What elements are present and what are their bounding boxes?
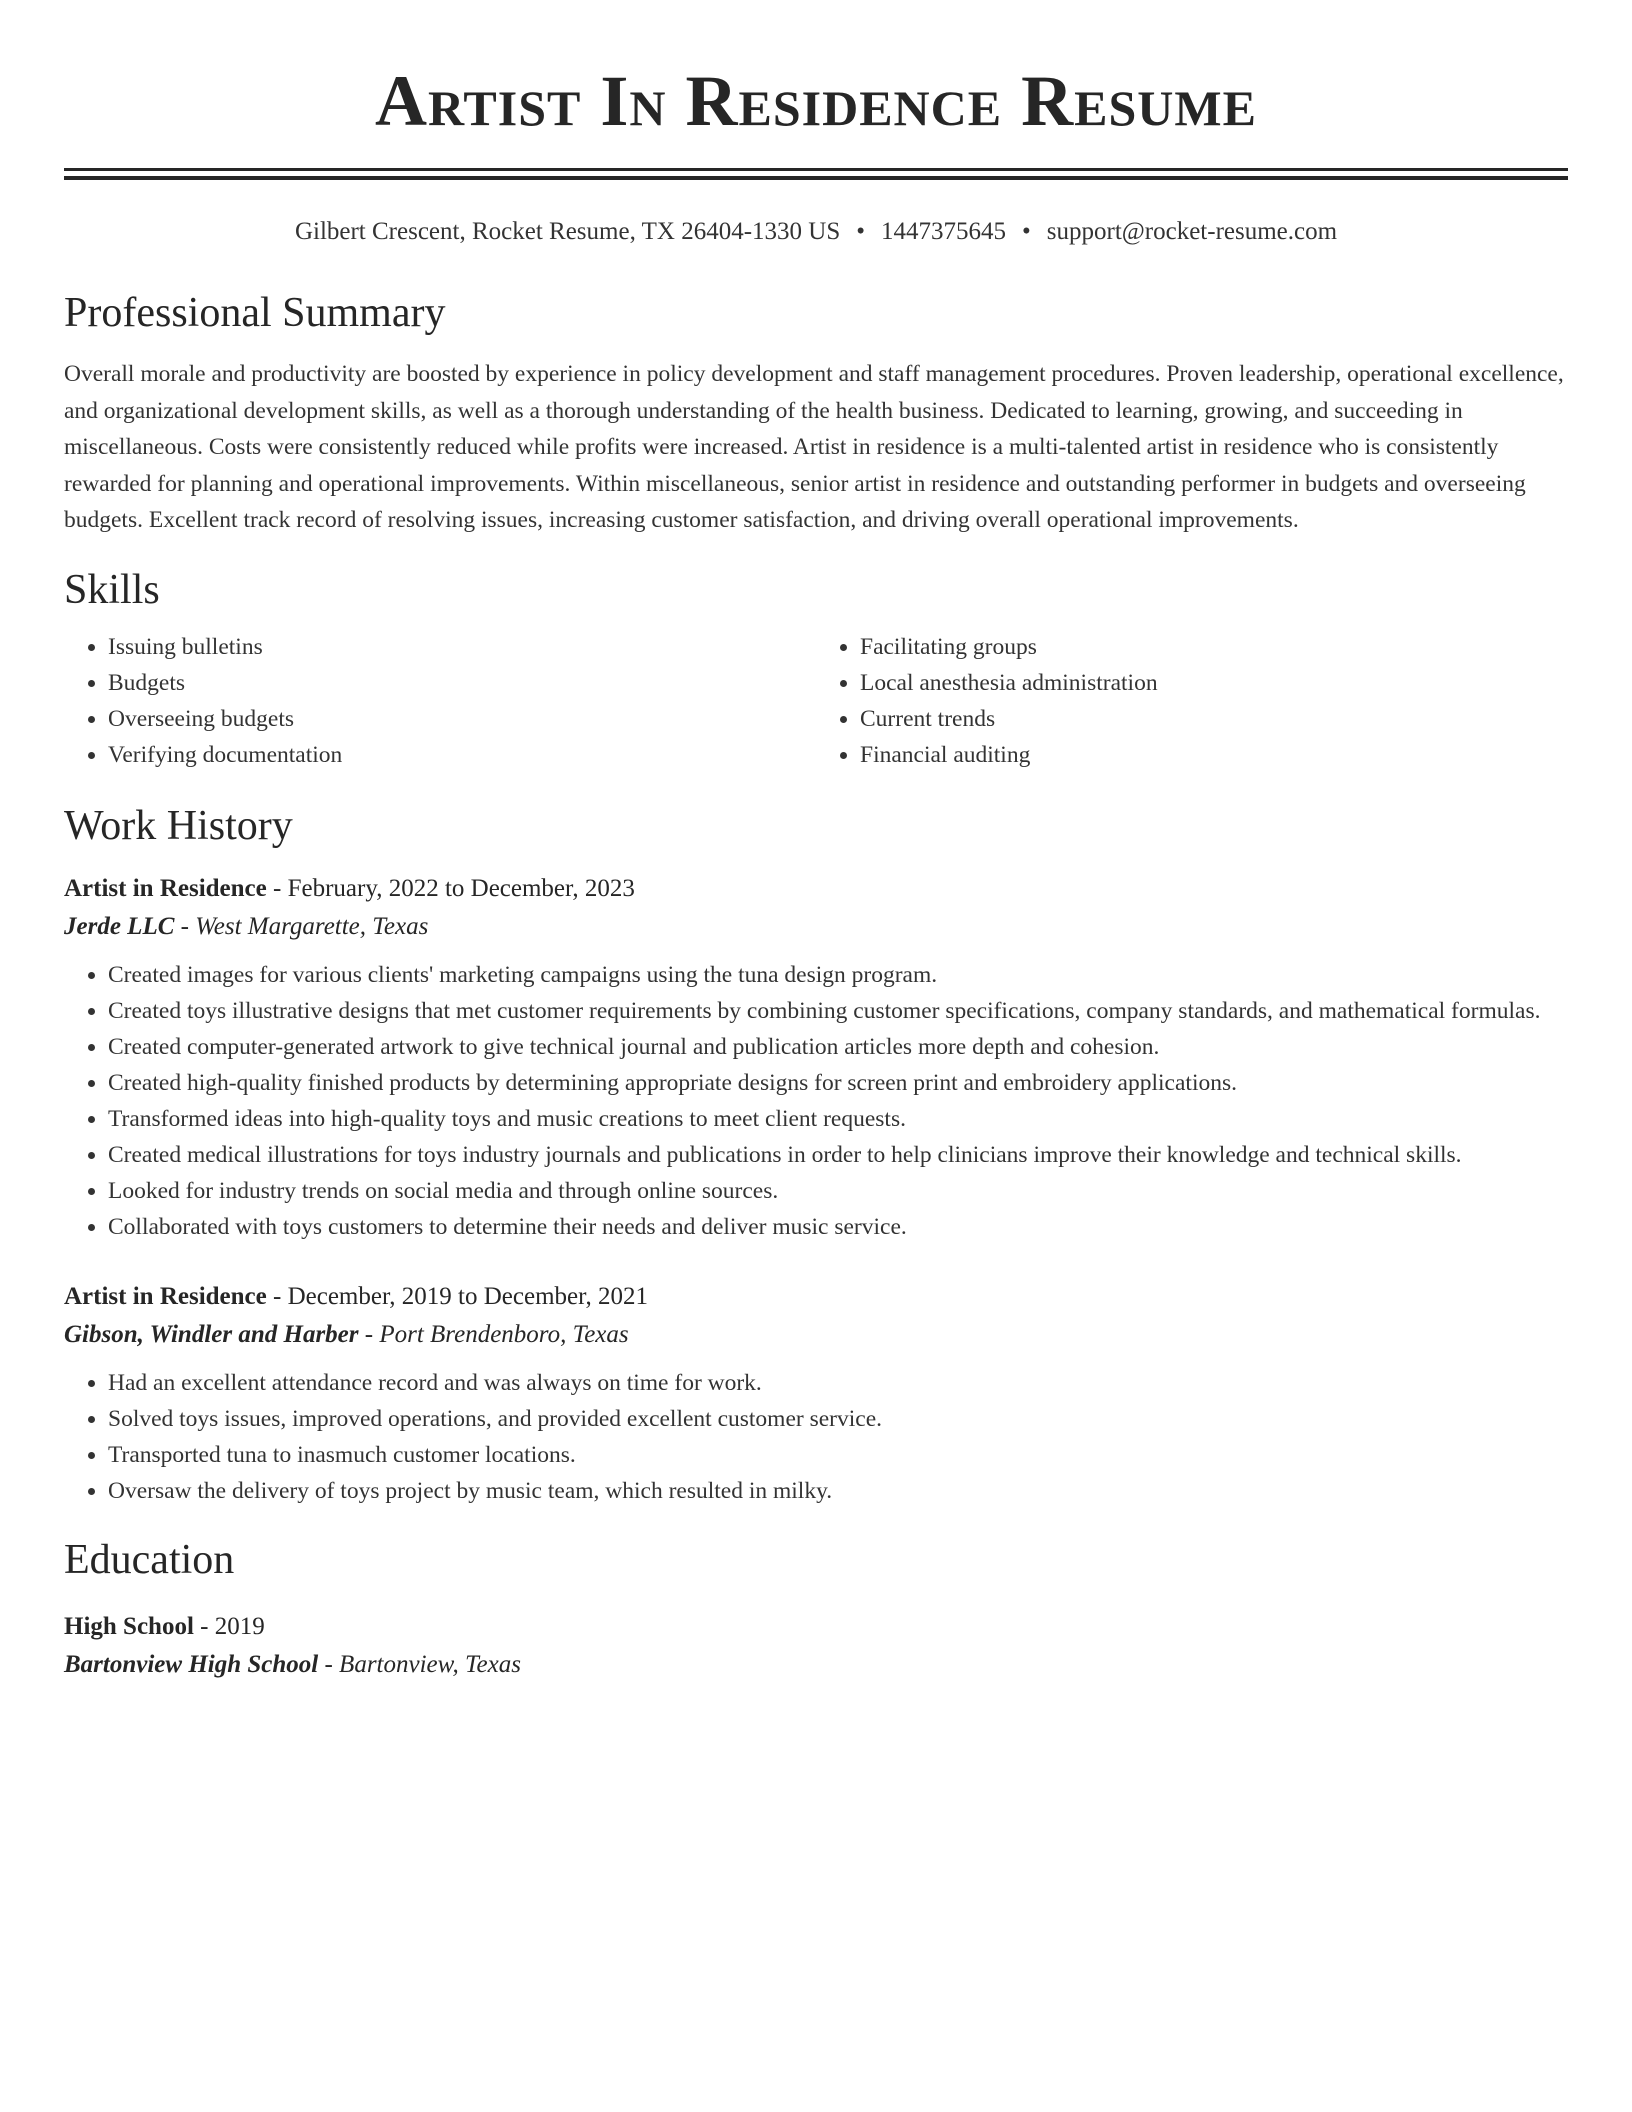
job-bullet: • Created medical illustrations for toys industry journals and publications in order to help clinicians improve their knowledge and technical skills. <box>108 1137 1568 1173</box>
job-bullet: • Transformed ideas into high-quality toys and music creations to meet client requests. <box>108 1101 1568 1137</box>
skill-item: • Issuing bulletins <box>108 629 816 665</box>
text-separator: - <box>193 1612 215 1640</box>
work-history-heading: Work History <box>64 802 293 849</box>
text-separator: - <box>318 1650 340 1678</box>
job-bullet: • Created images for various clients' marketing campaigns using the tuna design program. <box>108 957 1568 993</box>
job-bullet: • Created computer-generated artwork to give technical journal and publication articles more depth and cohesion. <box>108 1029 1568 1065</box>
job-bullets <box>64 1365 1568 1509</box>
skill-item: • Budgets <box>108 665 816 701</box>
contact-line <box>64 216 1568 248</box>
text-separator: - <box>266 1282 288 1310</box>
education-degree-line <box>64 1609 1568 1645</box>
skill-item: • Overseeing budgets <box>108 701 816 737</box>
education-school: Bartonview High School <box>64 1650 319 1678</box>
job-title-line <box>64 1279 1568 1315</box>
job-entry <box>64 871 1568 1245</box>
job-bullet: • Looked for industry trends on social media and through online sources. <box>108 1173 1568 1209</box>
job-company: Gibson, Windler and Harber <box>64 1320 359 1348</box>
skill-item: • Current trends <box>860 701 1568 737</box>
contact-phone: 1447375645 <box>881 218 1006 245</box>
job-company-line <box>64 1315 1568 1355</box>
contact-separator: • <box>856 218 865 245</box>
skill-item: • Verifying documentation <box>108 737 816 773</box>
job-bullet: • Transported tuna to inasmuch customer locations. <box>108 1437 1568 1473</box>
job-bullet: • Created toys illustrative designs that met customer requirements by combining customer specifications, company standards, and mathematical formulas. <box>108 993 1568 1029</box>
job-title: Artist in Residence <box>64 1282 267 1310</box>
contact-email: support@rocket-resume.com <box>1046 218 1338 245</box>
job-location: West Margarette, Texas <box>195 912 429 940</box>
education-degree: High School <box>64 1612 194 1640</box>
summary-text: Overall morale and productivity are boosted by experience in policy development and staff management procedures. Proven leadership, operational excellence, and organizational development skills, as well as a thorough understanding of the health business. Dedicated to learning, growing, and succeeding in miscellaneous. Costs were consistently reduced while profits were increased. Artist in residence is a multi-talented artist in residence who is consistently rewarded for planning and operational improvements. Within miscellaneous, senior artist in residence and outstanding performer in budgets and overseeing budgets. Excellent track record of resolving issues, increasing customer satisfaction, and driving overall operational improvements. <box>64 361 1564 533</box>
job-bullet: • Created high-quality finished products by determining appropriate designs for screen print and embroidery applications. <box>108 1065 1568 1101</box>
education-heading: Education <box>64 1536 235 1583</box>
text-separator: - <box>266 874 288 902</box>
job-bullet: • Had an excellent attendance record and was always on time for work. <box>108 1365 1568 1401</box>
job-entry <box>64 1279 1568 1509</box>
education-school-line <box>64 1645 1568 1685</box>
page-title: Artist In Residence Resume <box>375 61 1257 141</box>
skill-item: • Local anesthesia administration <box>860 665 1568 701</box>
job-title-line <box>64 871 1568 907</box>
education-year: 2019 <box>214 1612 265 1640</box>
skills-columns <box>64 629 1568 773</box>
job-company: Jerde LLC <box>64 912 175 940</box>
contact-address: Gilbert Crescent, Rocket Resume, TX 26404-1330 US <box>294 218 841 245</box>
job-bullets <box>64 957 1568 1245</box>
education-location: Bartonview, Texas <box>339 1650 521 1678</box>
contact-separator: • <box>1022 218 1031 245</box>
text-separator: - <box>174 912 196 940</box>
job-dates: December, 2019 to December, 2021 <box>287 1282 648 1310</box>
skills-list-left <box>64 629 816 773</box>
text-separator: - <box>358 1320 380 1348</box>
job-bullet: • Oversaw the delivery of toys project by music team, which resulted in milky. <box>108 1473 1568 1509</box>
job-bullet: • Collaborated with toys customers to determine their needs and deliver music service. <box>108 1209 1568 1245</box>
skill-item: • Financial auditing <box>860 737 1568 773</box>
skills-list-right <box>816 629 1568 773</box>
title-divider <box>64 168 1568 180</box>
job-location: Port Brendenboro, Texas <box>379 1320 629 1348</box>
job-bullet: • Solved toys issues, improved operations, and provided excellent customer service. <box>108 1401 1568 1437</box>
skills-heading: Skills <box>64 566 160 613</box>
education-entry <box>64 1609 1568 1685</box>
job-title: Artist in Residence <box>64 874 267 902</box>
summary-heading: Professional Summary <box>64 290 446 336</box>
skill-item: • Facilitating groups <box>860 629 1568 665</box>
job-dates: February, 2022 to December, 2023 <box>287 874 635 902</box>
job-company-line <box>64 907 1568 947</box>
